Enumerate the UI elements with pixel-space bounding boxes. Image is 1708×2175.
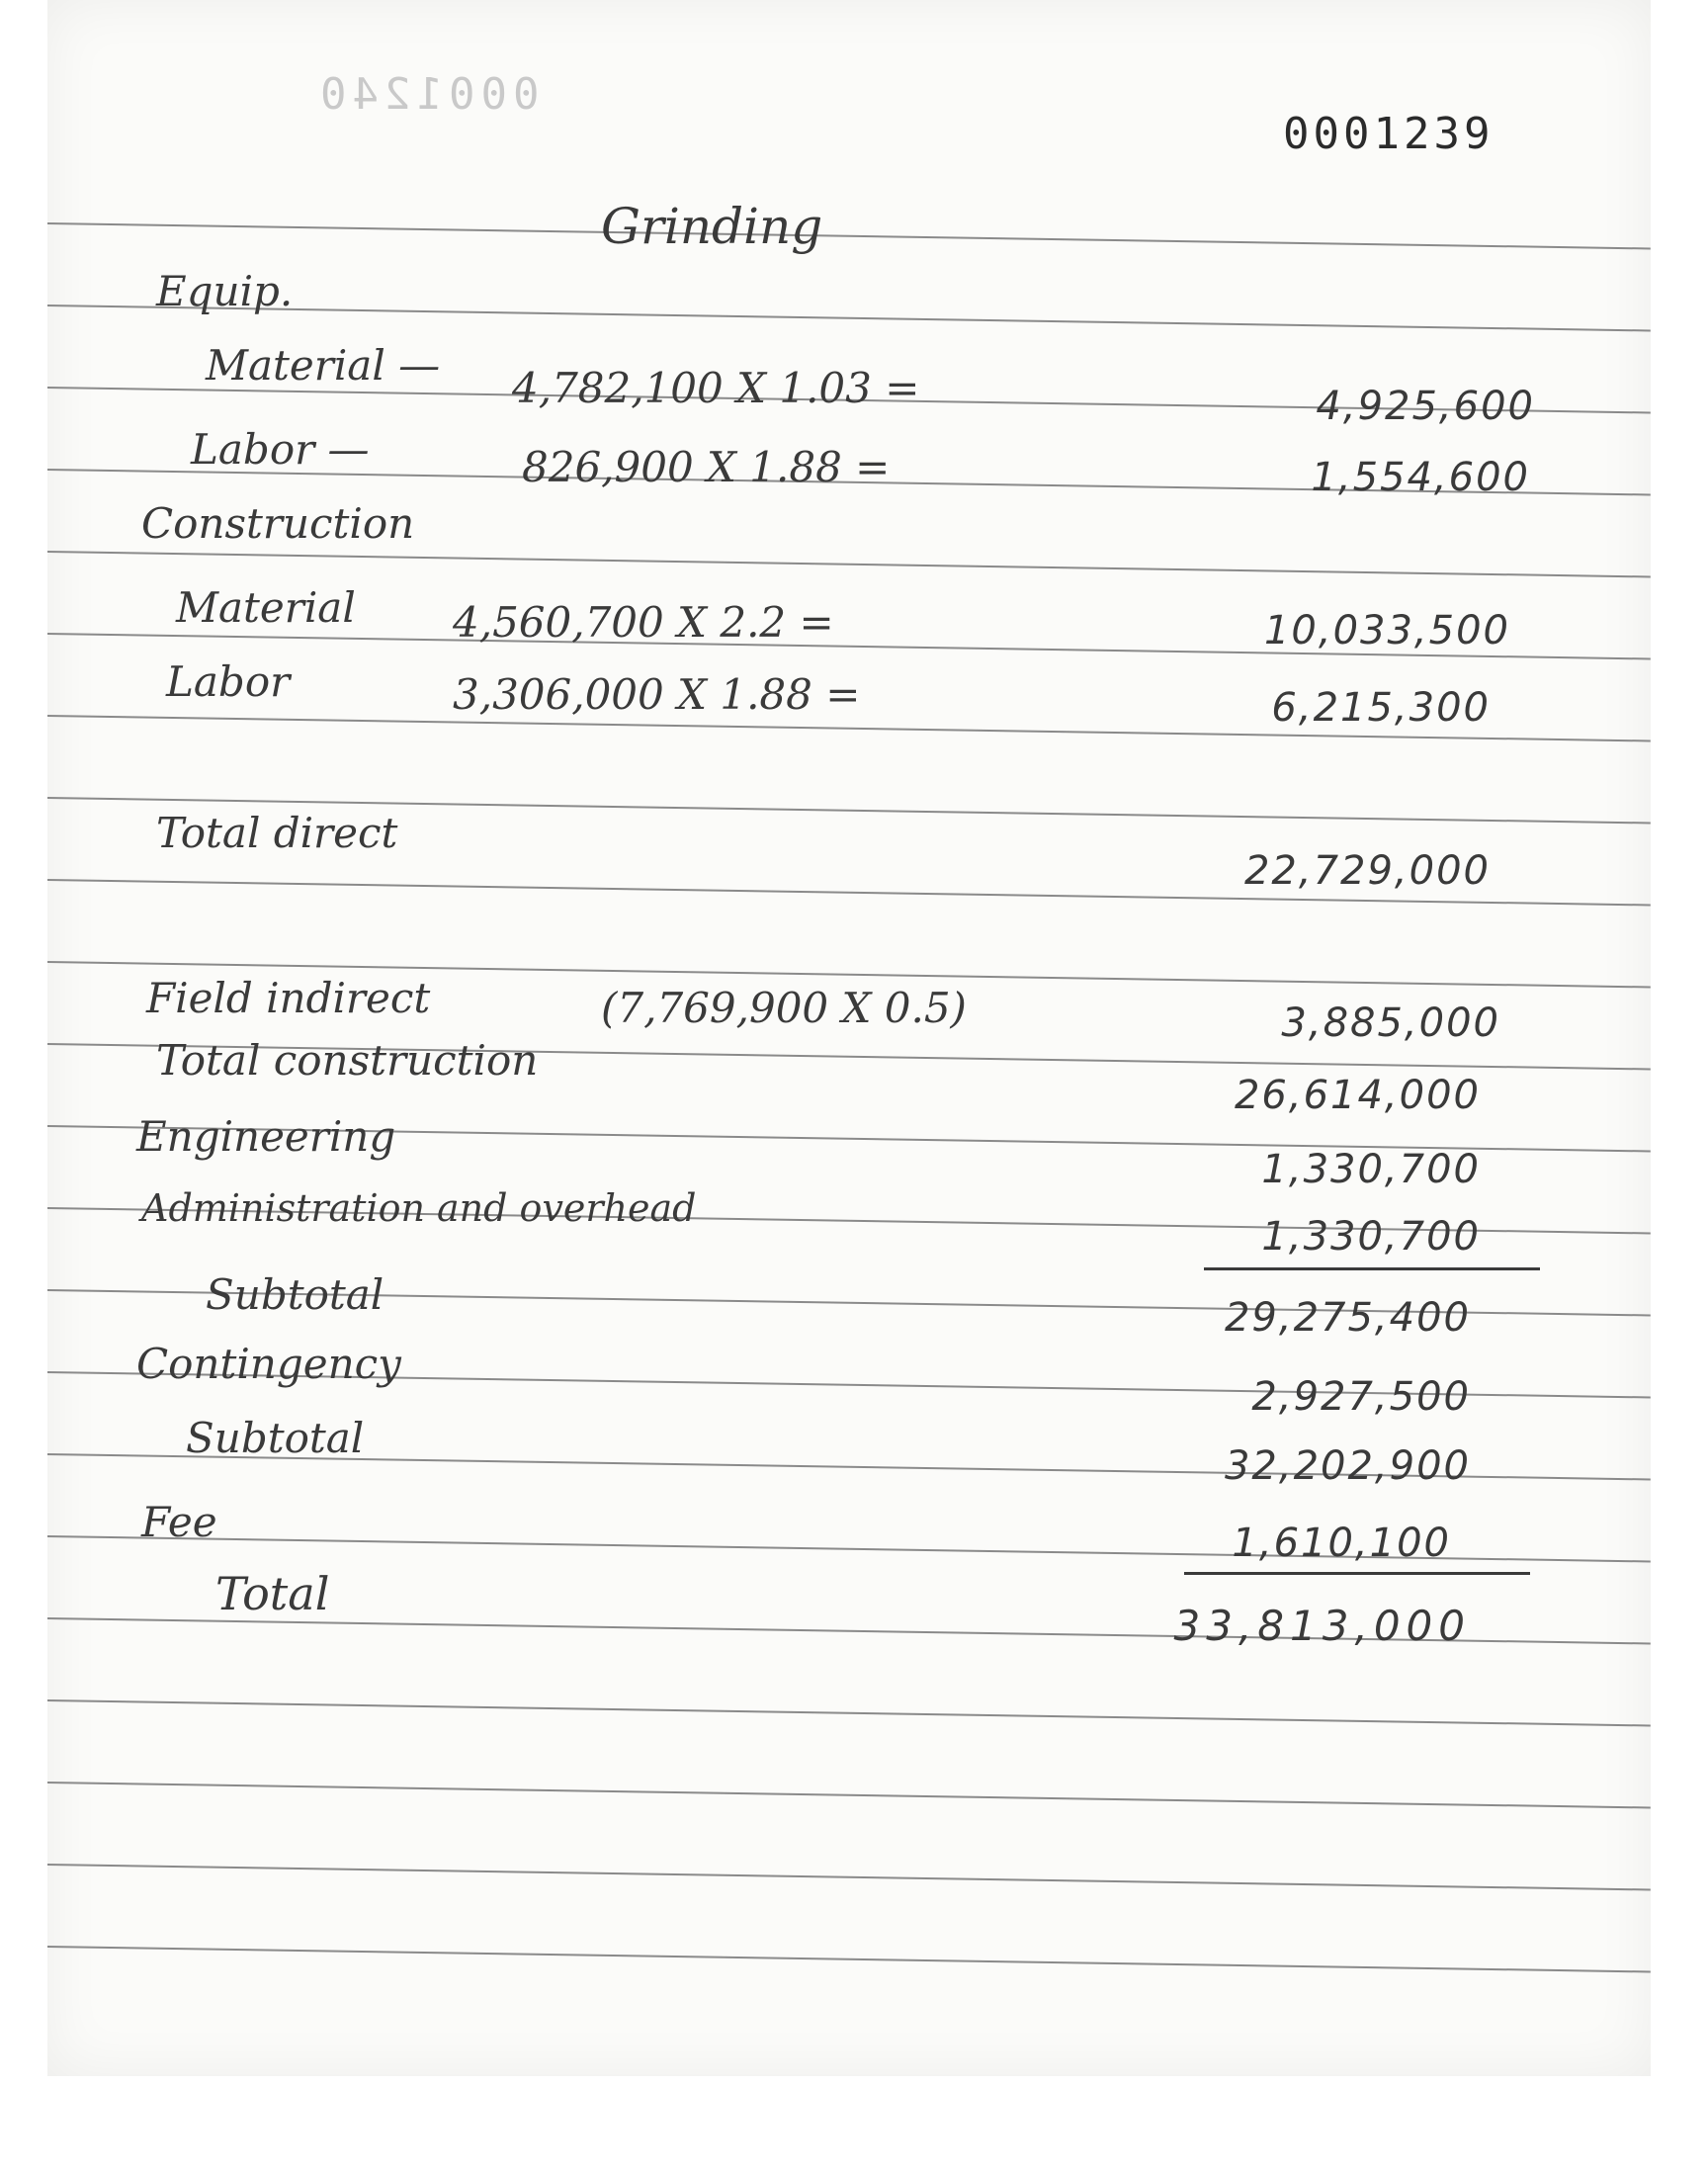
field-indirect-label: Field indirect: [146, 974, 431, 1022]
const-labor-calc: 3,306,000 X 1.88 =: [453, 670, 861, 719]
admin-overhead-value: 1,330,700: [1261, 1214, 1481, 1260]
fee-label: Fee: [141, 1498, 217, 1546]
subtotal-2-label: Subtotal: [186, 1414, 365, 1462]
fee-value: 1,610,100: [1232, 1521, 1451, 1566]
const-material-value: 10,033,500: [1263, 608, 1510, 653]
subtotal-1-label: Subtotal: [206, 1270, 384, 1319]
total-value: 33,813,000: [1173, 1602, 1471, 1650]
ruled-line: [47, 1782, 1651, 1808]
ruled-line: [47, 222, 1651, 249]
subtotal-1-value: 29,275,400: [1224, 1295, 1471, 1341]
ruled-line: [47, 1946, 1651, 1972]
construction-heading: Construction: [141, 499, 415, 548]
ruled-line: [47, 551, 1651, 577]
total-direct-value: 22,729,000: [1243, 848, 1491, 894]
total-construction-label: Total construction: [156, 1036, 539, 1085]
field-indirect-value: 3,885,000: [1281, 1000, 1500, 1046]
equip-heading: Equip.: [156, 267, 294, 315]
contingency-label: Contingency: [136, 1340, 401, 1388]
total-label: Total: [215, 1567, 330, 1620]
ruled-line: [47, 1864, 1651, 1890]
subtotal-2-value: 32,202,900: [1224, 1443, 1471, 1489]
admin-overhead-label: Administration and overhead: [141, 1186, 697, 1230]
const-labor-label: Labor: [166, 657, 291, 706]
ruled-line: [47, 1699, 1651, 1726]
engineering-label: Engineering: [136, 1112, 396, 1161]
notebook-page: [47, 0, 1651, 2076]
equip-material-label: Material —: [206, 341, 441, 390]
equip-labor-label: Labor —: [191, 425, 370, 474]
equip-labor-calc: 826,900 X 1.88 =: [522, 443, 891, 491]
field-indirect-calc: (7,769,900 X 0.5): [601, 984, 967, 1032]
equip-labor-value: 1,554,600: [1311, 455, 1530, 500]
total-direct-label: Total direct: [156, 809, 398, 857]
fee-underline: [1184, 1572, 1530, 1575]
const-material-calc: 4,560,700 X 2.2 =: [453, 598, 834, 647]
equip-material-value: 4,925,600: [1316, 384, 1535, 429]
contingency-value: 2,927,500: [1251, 1374, 1471, 1420]
total-construction-value: 26,614,000: [1234, 1073, 1481, 1118]
page-title: Grinding: [601, 198, 823, 255]
const-labor-value: 6,215,300: [1271, 685, 1491, 731]
bleed-through-number: 0001240: [314, 69, 540, 120]
engineering-value: 1,330,700: [1261, 1147, 1481, 1192]
page-stamp-number: 0001239: [1283, 109, 1494, 159]
const-material-label: Material: [176, 583, 356, 632]
admin-overhead-underline: [1204, 1267, 1540, 1270]
equip-material-calc: 4,782,100 X 1.03 =: [512, 364, 920, 412]
